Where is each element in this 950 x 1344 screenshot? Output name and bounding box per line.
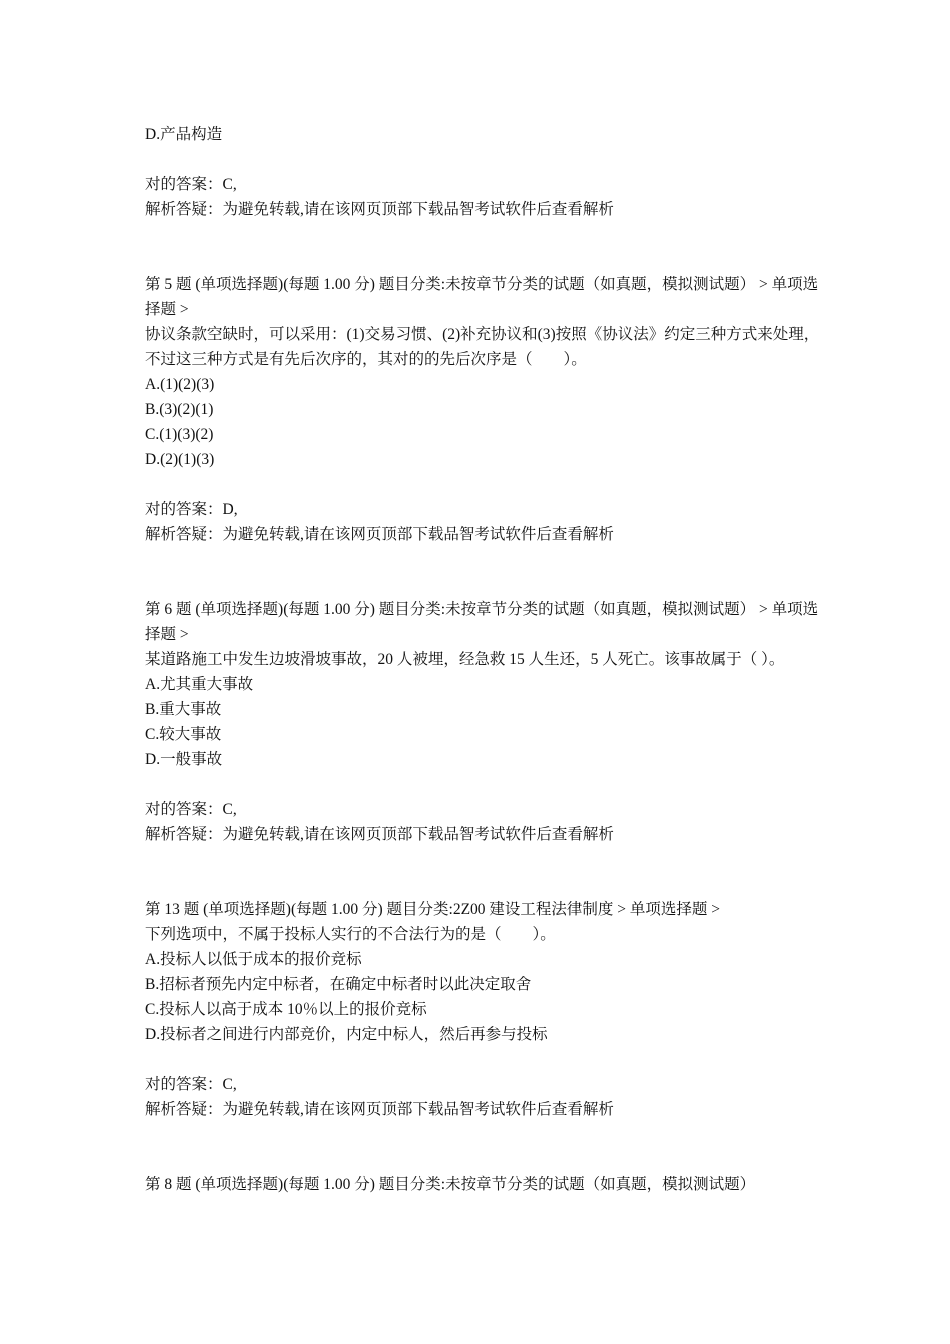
question-block [145,897,825,1122]
answer-text: 对的答案：D, [145,501,238,518]
spacer [145,547,825,597]
answer-text: 对的答案：C, [145,801,237,818]
question-stem: 某道路施工中发生边坡滑坡事故，20 人被埋，经急救 15 人生还，5 人死亡。该事故属于（ ）。 [145,651,785,668]
analysis-text: 解析答疑：为避免转载,请在该网页顶部下载品智考试软件后查看解析 [145,1101,614,1118]
option-b: B.重大事故 [145,701,222,718]
option-a: A.尤其重大事故 [145,676,254,693]
option-c: C.投标人以高于成本 10％以上的报价竞标 [145,1001,427,1018]
spacer [145,1047,825,1072]
analysis-text: 解析答疑：为避免转载,请在该网页顶部下载品智考试软件后查看解析 [145,826,614,843]
option-c: C.(1)(3)(2) [145,426,214,443]
spacer [145,147,825,172]
option-a: A.(1)(2)(3) [145,376,215,393]
question-header: 第 6 题 (单项选择题)(每题 1.00 分) 题目分类:未按章节分类的试题（如真题，模拟测试题） > 单项选择题 > [145,601,819,643]
answer-text: 对的答案：C, [145,176,237,193]
analysis-text: 解析答疑：为避免转载,请在该网页顶部下载品智考试软件后查看解析 [145,526,614,543]
question-stem: 下列选项中，不属于投标人实行的不合法行为的是（ ）。 [145,926,556,943]
option-d: D.(2)(1)(3) [145,451,215,468]
option-b: B.(3)(2)(1) [145,401,214,418]
question-block [145,597,825,847]
option-c: C.较大事故 [145,726,222,743]
question-header: 第 13 题 (单项选择题)(每题 1.00 分) 题目分类:2Z00 建设工程法律制度 > 单项选择题 > [145,901,721,918]
question-header: 第 5 题 (单项选择题)(每题 1.00 分) 题目分类:未按章节分类的试题（如真题，模拟测试题） > 单项选择题 > [145,276,819,318]
analysis-text: 解析答疑：为避免转载,请在该网页顶部下载品智考试软件后查看解析 [145,201,614,218]
question-block [145,272,825,547]
question-stem: 协议条款空缺时，可以采用：(1)交易习惯、(2)补充协议和(3)按照《协议法》约定三种方式来处理，不过这三种方式是有先后次序的，其对的的先后次序是（ ）。 [145,326,820,368]
option-a: A.投标人以低于成本的报价竞标 [145,951,362,968]
spacer [145,772,825,797]
spacer [145,1122,825,1172]
option-b: B.招标者预先内定中标者，在确定中标者时以此决定取舍 [145,976,532,993]
option-d: D.产品构造 [145,126,223,143]
answer-text: 对的答案：C, [145,1076,237,1093]
spacer [145,222,825,272]
spacer [145,472,825,497]
document-page [145,122,825,1197]
option-d: D.投标者之间进行内部竞价，内定中标人，然后再参与投标 [145,1026,548,1043]
question-header: 第 8 题 (单项选择题)(每题 1.00 分) 题目分类:未按章节分类的试题（如真题，模拟测试题） [145,1176,756,1193]
option-d: D.一般事故 [145,751,223,768]
spacer [145,847,825,897]
